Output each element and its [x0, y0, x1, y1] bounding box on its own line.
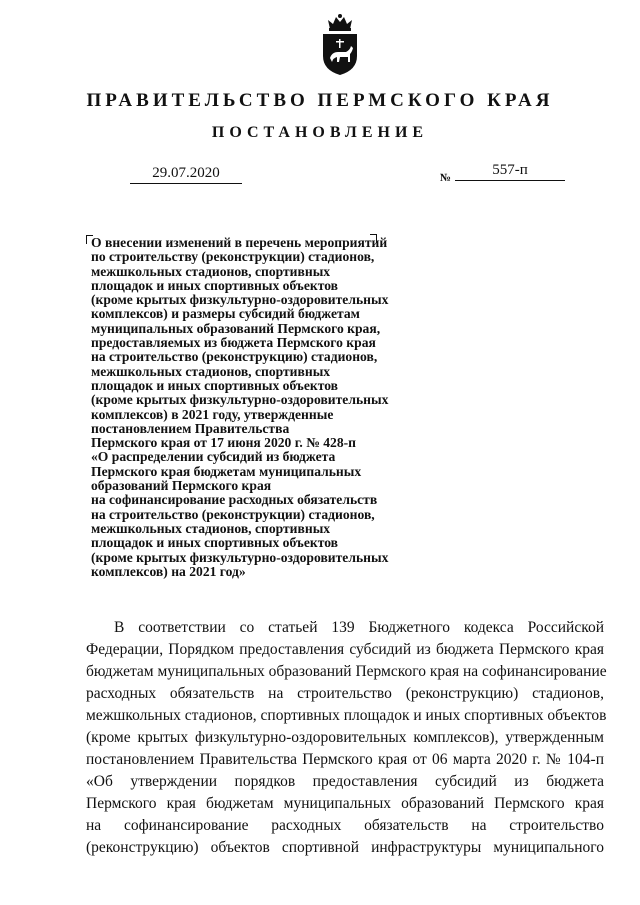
subject-line: (кроме крытых физкультурно-оздоровительных	[91, 392, 389, 408]
coat-of-arms-icon	[318, 12, 362, 76]
document-type: ПОСТАНОВЛЕНИЕ	[211, 124, 429, 141]
subject-line: комплексов) и размеры субсидий бюджетам	[91, 306, 360, 322]
subject-line: на строительство (реконструкцию) стадионов,	[91, 349, 378, 365]
body-line: Федерации, Порядком предоставления субсидий из бюджета Пермского края	[86, 641, 604, 658]
subject-line: на софинансирование расходных обязательств	[91, 492, 378, 508]
body-paragraph	[86, 617, 607, 859]
body-line: «Об утверждении порядков предоставления субсидий из бюджета	[86, 773, 604, 790]
subject-line: образований Пермского края	[91, 478, 272, 494]
body-line: Пермского края бюджетам муниципальных образований Пермского края	[86, 795, 604, 812]
body-line: расходных обязательств на строительство (реконструкцию) стадионов,	[86, 685, 604, 702]
subject-line: комплексов) на 2021 год»	[91, 563, 246, 579]
subject-line: комплексов) в 2021 году, утвержденные	[91, 406, 334, 422]
subject-line: (кроме крытых физкультурно-оздоровительных	[91, 292, 389, 308]
body-line: В соответствии со статьей 139 Бюджетного кодекса Российской	[114, 619, 604, 636]
body-line: межшкольных стадионов, спортивных площадок и иных спортивных объектов	[86, 707, 607, 724]
body-line: (реконструкцию) объектов спортивной инфраструктуры муниципального	[86, 839, 604, 856]
crown-icon	[328, 14, 352, 31]
document-number: 557-п	[455, 162, 565, 181]
body-line: постановлением Правительства Пермского края от 06 марта 2020 г. № 104-п	[86, 751, 604, 768]
subject-line: площадок и иных спортивных объектов	[91, 277, 339, 293]
subject-line: «О распределении субсидий из бюджета	[91, 449, 336, 465]
body-line: бюджетам муниципальных образований Пермского края на софинансирование	[86, 663, 607, 680]
shield-icon	[323, 34, 357, 75]
subject-line: на строительство (реконструкции) стадионов,	[91, 506, 375, 522]
subject-line: (кроме крытых физкультурно-оздоровительных	[91, 549, 389, 565]
body-line: на софинансирование расходных обязательств на строительство	[86, 817, 604, 834]
subject-line: межшкольных стадионов, спортивных	[91, 263, 331, 279]
subject-line: Пермского края от 17 июня 2020 г. № 428-п	[91, 435, 356, 451]
subject-line: предоставляемых из бюджета Пермского края	[91, 335, 376, 351]
subject-line: межшкольных стадионов, спортивных	[91, 363, 331, 379]
subject-line: О внесении изменений в перечень мероприятий	[91, 235, 388, 250]
subject-line: площадок и иных спортивных объектов	[91, 377, 339, 393]
document-subject	[91, 236, 451, 579]
subject-line: площадок и иных спортивных объектов	[91, 535, 339, 551]
subject-line: постановлением Правительства	[91, 420, 290, 436]
subject-line: Пермского края бюджетам муниципальных	[91, 463, 362, 479]
body-line: (кроме крытых физкультурно-оздоровительных комплексов), утвержденным	[86, 729, 604, 746]
subject-line: по строительству (реконструкции) стадионов,	[91, 249, 375, 265]
document-date: 29.07.2020	[130, 165, 242, 184]
government-title: ПРАВИТЕЛЬСТВО ПЕРМСКОГО КРАЯ	[86, 90, 554, 111]
number-sign: №	[440, 172, 452, 184]
subject-line: муниципальных образований Пермского края,	[91, 320, 381, 336]
subject-line: межшкольных стадионов, спортивных	[91, 520, 331, 536]
